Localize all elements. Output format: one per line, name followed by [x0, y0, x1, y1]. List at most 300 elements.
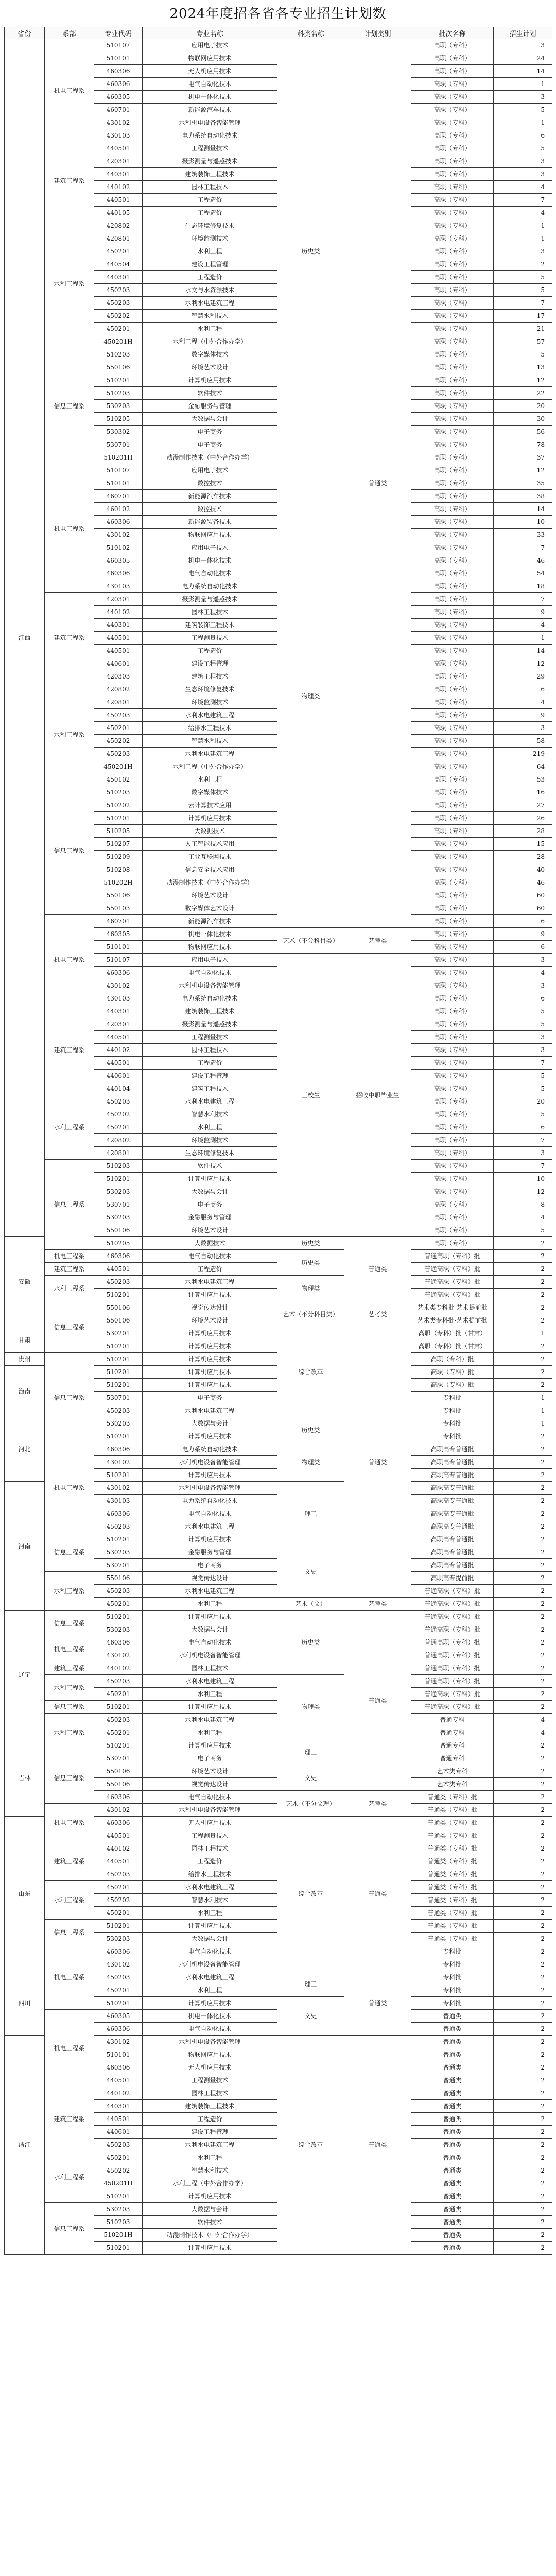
- plan-count-cell: 2: [494, 1958, 552, 1971]
- major-code-cell: 430102: [94, 1958, 143, 1971]
- major-code-cell: 460306: [94, 567, 143, 580]
- column-header: 招生计划: [494, 27, 552, 39]
- plan-count-cell: 4: [494, 967, 552, 979]
- batch-cell: 专科批: [411, 1958, 494, 1971]
- batch-cell: 高职（专科）: [411, 438, 494, 451]
- plan-count-cell: 7: [494, 297, 552, 310]
- batch-cell: 高职（专科）: [411, 1121, 494, 1134]
- major-name-cell: 水利水电建筑工程: [143, 1404, 277, 1417]
- province-cell: 贵州: [5, 1353, 45, 1366]
- batch-cell: 普通高职（专科）批: [411, 1662, 494, 1675]
- plan-count-cell: 3: [494, 979, 552, 992]
- plan-type-cell: 艺考类: [344, 1301, 411, 1327]
- plan-count-cell: 5: [494, 1018, 552, 1031]
- batch-cell: 高职（专科）: [411, 1147, 494, 1160]
- major-code-cell: 430103: [94, 580, 143, 593]
- plan-count-cell: 4: [494, 1726, 552, 1739]
- department-cell: 建筑工程系: [45, 1842, 94, 1881]
- batch-cell: 高职（专科）: [411, 838, 494, 851]
- plan-count-cell: 5: [494, 1108, 552, 1121]
- province-cell: 四川: [5, 1971, 45, 2036]
- department-cell: 信息工程系: [45, 1353, 94, 1443]
- major-code-cell: 440102: [94, 1662, 143, 1675]
- plan-count-cell: 6: [494, 941, 552, 954]
- batch-cell: 高职（专科）: [411, 735, 494, 748]
- major-code-cell: 440501: [94, 1829, 143, 1842]
- major-name-cell: 水利机电设备智能管理: [143, 979, 277, 992]
- batch-cell: 高职（专科）: [411, 1070, 494, 1082]
- batch-cell: 普通类: [411, 2164, 494, 2177]
- major-code-cell: 420801: [94, 232, 143, 245]
- major-name-cell: 应用电子技术: [143, 39, 277, 52]
- plan-type-cell: 普通类: [344, 2036, 411, 2255]
- batch-cell: 专科批: [411, 1430, 494, 1443]
- subject-cell: 艺术（文）: [277, 1598, 344, 1611]
- major-name-cell: 金融服务与管理: [143, 1546, 277, 1559]
- column-header: 科类名称: [277, 27, 344, 39]
- batch-cell: 普通类（专科）批: [411, 1868, 494, 1881]
- major-name-cell: 应用电子技术: [143, 954, 277, 967]
- major-code-cell: 460701: [94, 915, 143, 928]
- batch-cell: 普通类（专科）批: [411, 1842, 494, 1855]
- batch-cell: 高职（专科）: [411, 451, 494, 464]
- batch-cell: 高职（专科）: [411, 567, 494, 580]
- major-name-cell: 给排水工程技术: [143, 722, 277, 735]
- batch-cell: 高职（专科）: [411, 503, 494, 516]
- batch-cell: 高职（专科）: [411, 477, 494, 490]
- table-row: [5, 1611, 552, 1623]
- major-name-cell: 水利工程（中外合作办学）: [143, 2177, 277, 2190]
- major-code-cell: 430102: [94, 1649, 143, 1662]
- plan-count-cell: 60: [494, 902, 552, 915]
- major-name-cell: 水利工程: [143, 2151, 277, 2164]
- plan-count-cell: 1: [494, 219, 552, 232]
- major-name-cell: 水利工程: [143, 1688, 277, 1701]
- major-code-cell: 460701: [94, 104, 143, 116]
- batch-cell: 高职高专普通批: [411, 1482, 494, 1495]
- plan-type-cell: 普通类: [344, 1611, 411, 1791]
- plan-count-cell: 2: [494, 1881, 552, 1894]
- department-cell: 机电工程系: [45, 1443, 94, 1533]
- major-name-cell: 大数据与会计: [143, 1933, 277, 1945]
- major-code-cell: 420801: [94, 696, 143, 709]
- plan-count-cell: 4: [494, 181, 552, 194]
- major-name-cell: 水利水电建筑工程: [143, 1095, 277, 1108]
- plan-count-cell: 2: [494, 1662, 552, 1675]
- major-code-cell: 510101: [94, 2048, 143, 2061]
- plan-count-cell: 18: [494, 580, 552, 593]
- major-code-cell: 450203: [94, 1095, 143, 1108]
- major-code-cell: 460306: [94, 967, 143, 979]
- plan-count-cell: 3: [494, 1147, 552, 1160]
- plan-count-cell: 2: [494, 1649, 552, 1662]
- batch-cell: 专科批: [411, 1945, 494, 1958]
- major-code-cell: 530701: [94, 438, 143, 451]
- plan-count-cell: 2: [494, 1289, 552, 1301]
- major-name-cell: 水利机电设备智能管理: [143, 1482, 277, 1495]
- major-name-cell: 园林工程技术: [143, 1842, 277, 1855]
- major-name-cell: 计算机应用技术: [143, 374, 277, 387]
- major-code-cell: 450202: [94, 310, 143, 323]
- plan-count-cell: 2: [494, 1804, 552, 1817]
- major-name-cell: 工程造价: [143, 645, 277, 657]
- major-name-cell: 工程造价: [143, 271, 277, 284]
- batch-cell: 高职（专科）: [411, 825, 494, 838]
- major-name-cell: 生态环境修复技术: [143, 219, 277, 232]
- batch-cell: 普通类: [411, 2203, 494, 2216]
- batch-cell: 普通类（专科）批: [411, 1829, 494, 1842]
- table-body: [5, 39, 552, 2255]
- batch-cell: 高职（专科）: [411, 1237, 494, 1250]
- batch-cell: 普通专科: [411, 1726, 494, 1739]
- batch-cell: 高职（专科）: [411, 1057, 494, 1070]
- major-code-cell: 440104: [94, 1082, 143, 1095]
- department-cell: 建筑工程系: [45, 142, 94, 219]
- major-name-cell: 水利工程: [143, 1907, 277, 1920]
- major-name-cell: 建筑工程技术: [143, 1082, 277, 1095]
- major-name-cell: 数控技术: [143, 503, 277, 516]
- plan-type-cell: 普通类: [344, 1237, 411, 1301]
- plan-count-cell: 2: [494, 2048, 552, 2061]
- major-name-cell: 水利机电设备智能管理: [143, 1456, 277, 1469]
- major-name-cell: 建设工程管理: [143, 657, 277, 670]
- table-row: [5, 1443, 552, 1456]
- plan-count-cell: 2: [494, 1598, 552, 1611]
- subject-cell: 文史: [277, 1997, 344, 2036]
- major-code-cell: 450203: [94, 1714, 143, 1726]
- page-title: 2024年度招各省各专业招生计划数: [169, 6, 387, 22]
- batch-cell: 高职（专科）: [411, 1018, 494, 1031]
- major-code-cell: 510208: [94, 863, 143, 876]
- batch-cell: 高职（专科）: [411, 155, 494, 168]
- major-code-cell: 460306: [94, 65, 143, 78]
- major-name-cell: 生态环境修复技术: [143, 683, 277, 696]
- subject-cell: 历史类: [277, 1250, 344, 1276]
- plan-count-cell: 5: [494, 1005, 552, 1018]
- subject-cell: 综合改革: [277, 2036, 344, 2255]
- plan-count-cell: 3: [494, 91, 552, 104]
- department-cell: 水利工程系: [45, 1714, 94, 1752]
- plan-count-cell: 78: [494, 438, 552, 451]
- batch-cell: 高职高专普通批: [411, 1469, 494, 1482]
- batch-cell: 普通高职（专科）批: [411, 1585, 494, 1598]
- major-code-cell: 460306: [94, 1945, 143, 1958]
- plan-count-cell: 2: [494, 1907, 552, 1920]
- plan-count-cell: 5: [494, 142, 552, 155]
- major-code-cell: 420301: [94, 593, 143, 606]
- plan-count-cell: 2: [494, 2203, 552, 2216]
- department-cell: 信息工程系: [45, 786, 94, 915]
- major-code-cell: 440102: [94, 2087, 143, 2100]
- plan-count-cell: 2: [494, 1855, 552, 1868]
- plan-count-cell: 2: [494, 2061, 552, 2074]
- major-code-cell: 460305: [94, 928, 143, 941]
- major-code-cell: 450203: [94, 1675, 143, 1688]
- plan-count-cell: 9: [494, 709, 552, 722]
- batch-cell: 普通类: [411, 2242, 494, 2255]
- province-cell: 山东: [5, 1817, 45, 1971]
- batch-cell: 高职（专科）: [411, 541, 494, 554]
- batch-cell: 高职（专科）: [411, 413, 494, 426]
- major-code-cell: 510203: [94, 786, 143, 799]
- batch-cell: 专科批: [411, 1971, 494, 1984]
- major-name-cell: 新能源汽车技术: [143, 490, 277, 503]
- major-name-cell: 计算机应用技术: [143, 1340, 277, 1353]
- major-code-cell: 460701: [94, 490, 143, 503]
- major-code-cell: 550106: [94, 1765, 143, 1778]
- major-code-cell: 510201: [94, 1173, 143, 1185]
- major-name-cell: 智慧水利技术: [143, 1108, 277, 1121]
- subject-cell: 艺术（不分科目类）: [277, 1301, 344, 1327]
- major-code-cell: 430102: [94, 979, 143, 992]
- major-name-cell: 电力系统自动化技术: [143, 1495, 277, 1507]
- batch-cell: 高职（专科）: [411, 1185, 494, 1198]
- plan-count-cell: 2: [494, 1971, 552, 1984]
- plan-count-cell: 2: [494, 1778, 552, 1791]
- plan-count-cell: 1: [494, 1404, 552, 1417]
- major-code-cell: 510205: [94, 413, 143, 426]
- batch-cell: 高职（专科）批（甘肃）: [411, 1327, 494, 1340]
- batch-cell: 普通类: [411, 2190, 494, 2203]
- batch-cell: 高职（专科）: [411, 554, 494, 567]
- plan-count-cell: 53: [494, 773, 552, 786]
- major-name-cell: 水利机电设备智能管理: [143, 1958, 277, 1971]
- plan-count-cell: 54: [494, 567, 552, 580]
- plan-count-cell: 46: [494, 876, 552, 889]
- major-name-cell: 电气自动化技术: [143, 78, 277, 91]
- major-code-cell: 460306: [94, 516, 143, 529]
- plan-count-cell: 4: [494, 1714, 552, 1726]
- batch-cell: 高职（专科）: [411, 219, 494, 232]
- major-code-cell: 510202H: [94, 876, 143, 889]
- major-name-cell: 建筑装饰工程技术: [143, 619, 277, 632]
- major-code-cell: 450201H: [94, 335, 143, 348]
- major-name-cell: 环境监测技术: [143, 1134, 277, 1147]
- subject-cell: 三校生: [277, 954, 344, 1237]
- major-code-cell: 440105: [94, 207, 143, 219]
- major-code-cell: 440501: [94, 1855, 143, 1868]
- major-name-cell: 动漫制作技术（中外合作办学）: [143, 2229, 277, 2242]
- major-code-cell: 510209: [94, 851, 143, 863]
- batch-cell: 普通类（专科）批: [411, 1817, 494, 1829]
- major-code-cell: 450201: [94, 1688, 143, 1701]
- major-code-cell: 530203: [94, 1417, 143, 1430]
- batch-cell: 高职（专科）: [411, 1005, 494, 1018]
- major-name-cell: 建设工程管理: [143, 258, 277, 271]
- plan-count-cell: 2: [494, 2087, 552, 2100]
- major-name-cell: 水利工程: [143, 1726, 277, 1739]
- major-name-cell: 计算机应用技术: [143, 1469, 277, 1482]
- major-code-cell: 510201: [94, 1997, 143, 2010]
- major-name-cell: 环境监测技术: [143, 696, 277, 709]
- major-code-cell: 430102: [94, 1804, 143, 1817]
- batch-cell: 高职（专科）: [411, 1134, 494, 1147]
- major-code-cell: 440301: [94, 168, 143, 181]
- column-header: 批次名称: [411, 27, 494, 39]
- major-code-cell: 460306: [94, 2023, 143, 2036]
- major-code-cell: 440501: [94, 1057, 143, 1070]
- batch-cell: 高职（专科）: [411, 748, 494, 760]
- major-name-cell: 电子商务: [143, 1752, 277, 1765]
- plan-count-cell: 58: [494, 735, 552, 748]
- batch-cell: 高职（专科）: [411, 580, 494, 593]
- batch-cell: 专科批: [411, 1404, 494, 1417]
- batch-cell: 普通类: [411, 2036, 494, 2048]
- plan-count-cell: 2: [494, 1443, 552, 1456]
- major-name-cell: 建设工程管理: [143, 1070, 277, 1082]
- plan-type-cell: 普通类: [344, 1971, 411, 2036]
- major-code-cell: 510201: [94, 374, 143, 387]
- major-name-cell: 摄影测量与遥感技术: [143, 155, 277, 168]
- enrollment-plan-table: [4, 27, 552, 2255]
- major-name-cell: 园林工程技术: [143, 1662, 277, 1675]
- batch-cell: 专科批: [411, 1392, 494, 1404]
- major-name-cell: 计算机应用技术: [143, 1366, 277, 1379]
- plan-count-cell: 60: [494, 889, 552, 902]
- major-code-cell: 450202: [94, 1894, 143, 1907]
- major-name-cell: 建筑装饰工程技术: [143, 1005, 277, 1018]
- major-name-cell: 水利工程: [143, 1598, 277, 1611]
- major-code-cell: 510201: [94, 2242, 143, 2255]
- batch-cell: 高职（专科）: [411, 657, 494, 670]
- major-name-cell: 环境艺术设计: [143, 1224, 277, 1237]
- major-name-cell: 物联网应用技术: [143, 2048, 277, 2061]
- department-cell: 水利工程系: [45, 683, 94, 786]
- batch-cell: 普通类: [411, 2113, 494, 2126]
- batch-cell: 高职（专科）: [411, 863, 494, 876]
- major-name-cell: 电力系统自动化技术: [143, 1443, 277, 1456]
- plan-count-cell: 35: [494, 477, 552, 490]
- major-code-cell: 440501: [94, 1031, 143, 1044]
- major-code-cell: 450203: [94, 2139, 143, 2151]
- major-code-cell: 510101: [94, 52, 143, 65]
- plan-count-cell: 2: [494, 1250, 552, 1263]
- batch-cell: 高职（专科）: [411, 799, 494, 812]
- batch-cell: 高职（专科）: [411, 310, 494, 323]
- batch-cell: 高职（专科）: [411, 889, 494, 902]
- major-code-cell: 450201H: [94, 760, 143, 773]
- plan-count-cell: 7: [494, 1134, 552, 1147]
- batch-cell: 高职（专科）: [411, 529, 494, 541]
- major-name-cell: 电气自动化技术: [143, 567, 277, 580]
- plan-type-cell: 普通类: [344, 39, 411, 928]
- plan-count-cell: 2: [494, 1752, 552, 1765]
- plan-count-cell: 2: [494, 1469, 552, 1482]
- plan-count-cell: 219: [494, 748, 552, 760]
- plan-count-cell: 64: [494, 760, 552, 773]
- subject-cell: 历史类: [277, 39, 344, 464]
- department-cell: 建筑工程系: [45, 593, 94, 683]
- major-code-cell: 430103: [94, 129, 143, 142]
- batch-cell: 高职（专科）: [411, 335, 494, 348]
- plan-count-cell: 7: [494, 541, 552, 554]
- major-code-cell: 450201: [94, 1984, 143, 1997]
- department-cell: 机电工程系: [45, 1804, 94, 1842]
- major-name-cell: 大数据与会计: [143, 1185, 277, 1198]
- table-row: [5, 1250, 552, 1263]
- batch-cell: 高职（专科）: [411, 387, 494, 400]
- major-name-cell: 视觉传达设计: [143, 1778, 277, 1791]
- plan-count-cell: 12: [494, 374, 552, 387]
- major-code-cell: 460306: [94, 1791, 143, 1804]
- subject-cell: 文史: [277, 1546, 344, 1598]
- major-name-cell: 智慧水利技术: [143, 735, 277, 748]
- major-code-cell: 530203: [94, 1211, 143, 1224]
- department-cell: 信息工程系: [45, 1160, 94, 1250]
- batch-cell: 高职高专普通批: [411, 1546, 494, 1559]
- plan-count-cell: 7: [494, 593, 552, 606]
- plan-count-cell: 13: [494, 361, 552, 374]
- major-code-cell: 440501: [94, 142, 143, 155]
- major-code-cell: 530203: [94, 2203, 143, 2216]
- plan-count-cell: 1: [494, 1392, 552, 1404]
- major-code-cell: 440301: [94, 619, 143, 632]
- plan-count-cell: 17: [494, 310, 552, 323]
- major-name-cell: 无人机应用技术: [143, 2061, 277, 2074]
- batch-cell: 高职（专科）: [411, 168, 494, 181]
- batch-cell: 高职（专科）: [411, 1173, 494, 1185]
- batch-cell: 高职（专科）: [411, 992, 494, 1005]
- major-name-cell: 数字媒体艺术设计: [143, 902, 277, 915]
- major-code-cell: 510201: [94, 2190, 143, 2203]
- major-code-cell: 430102: [94, 2036, 143, 2048]
- batch-cell: 普通类（专科）批: [411, 1855, 494, 1868]
- major-code-cell: 510201: [94, 1289, 143, 1301]
- plan-count-cell: 29: [494, 670, 552, 683]
- major-code-cell: 530203: [94, 1933, 143, 1945]
- subject-cell: 物理类: [277, 1675, 344, 1739]
- major-code-cell: 550106: [94, 361, 143, 374]
- major-code-cell: 450203: [94, 1520, 143, 1533]
- major-name-cell: 水利水电建筑工程: [143, 1276, 277, 1289]
- plan-count-cell: 1: [494, 632, 552, 645]
- major-code-cell: 440501: [94, 2074, 143, 2087]
- major-name-cell: 水利机电设备智能管理: [143, 1649, 277, 1662]
- major-name-cell: 水利工程（中外合作办学）: [143, 335, 277, 348]
- plan-count-cell: 12: [494, 1185, 552, 1198]
- major-name-cell: 计算机应用技术: [143, 2242, 277, 2255]
- column-header: 计划类别: [344, 27, 411, 39]
- plan-count-cell: 5: [494, 104, 552, 116]
- major-code-cell: 510201: [94, 1920, 143, 1933]
- batch-cell: 普通类（专科）批: [411, 1907, 494, 1920]
- major-code-cell: 530302: [94, 426, 143, 438]
- batch-cell: 高职（专科）: [411, 348, 494, 361]
- department-cell: 机电工程系: [45, 464, 94, 593]
- major-code-cell: 510107: [94, 464, 143, 477]
- major-code-cell: 530701: [94, 1752, 143, 1765]
- department-cell: 水利工程系: [45, 2151, 94, 2203]
- department-cell: 建筑工程系: [45, 1263, 94, 1276]
- batch-cell: 普通高职（专科）批: [411, 1598, 494, 1611]
- major-code-cell: 510205: [94, 825, 143, 838]
- department-cell: 信息工程系: [45, 1920, 94, 1945]
- major-name-cell: 水利水电建筑工程: [143, 297, 277, 310]
- batch-cell: 普通高职（专科）批: [411, 1701, 494, 1714]
- batch-cell: 普通类: [411, 2216, 494, 2229]
- major-code-cell: 550106: [94, 1224, 143, 1237]
- major-name-cell: 软件技术: [143, 387, 277, 400]
- major-code-cell: 450201: [94, 1726, 143, 1739]
- major-code-cell: 440301: [94, 1005, 143, 1018]
- major-name-cell: 电气自动化技术: [143, 1791, 277, 1804]
- major-code-cell: 530701: [94, 1559, 143, 1572]
- batch-cell: 高职（专科）: [411, 1160, 494, 1173]
- plan-count-cell: 2: [494, 2177, 552, 2190]
- batch-cell: 高职（专科）: [411, 78, 494, 91]
- major-name-cell: 软件技术: [143, 1160, 277, 1173]
- plan-count-cell: 2: [494, 1507, 552, 1520]
